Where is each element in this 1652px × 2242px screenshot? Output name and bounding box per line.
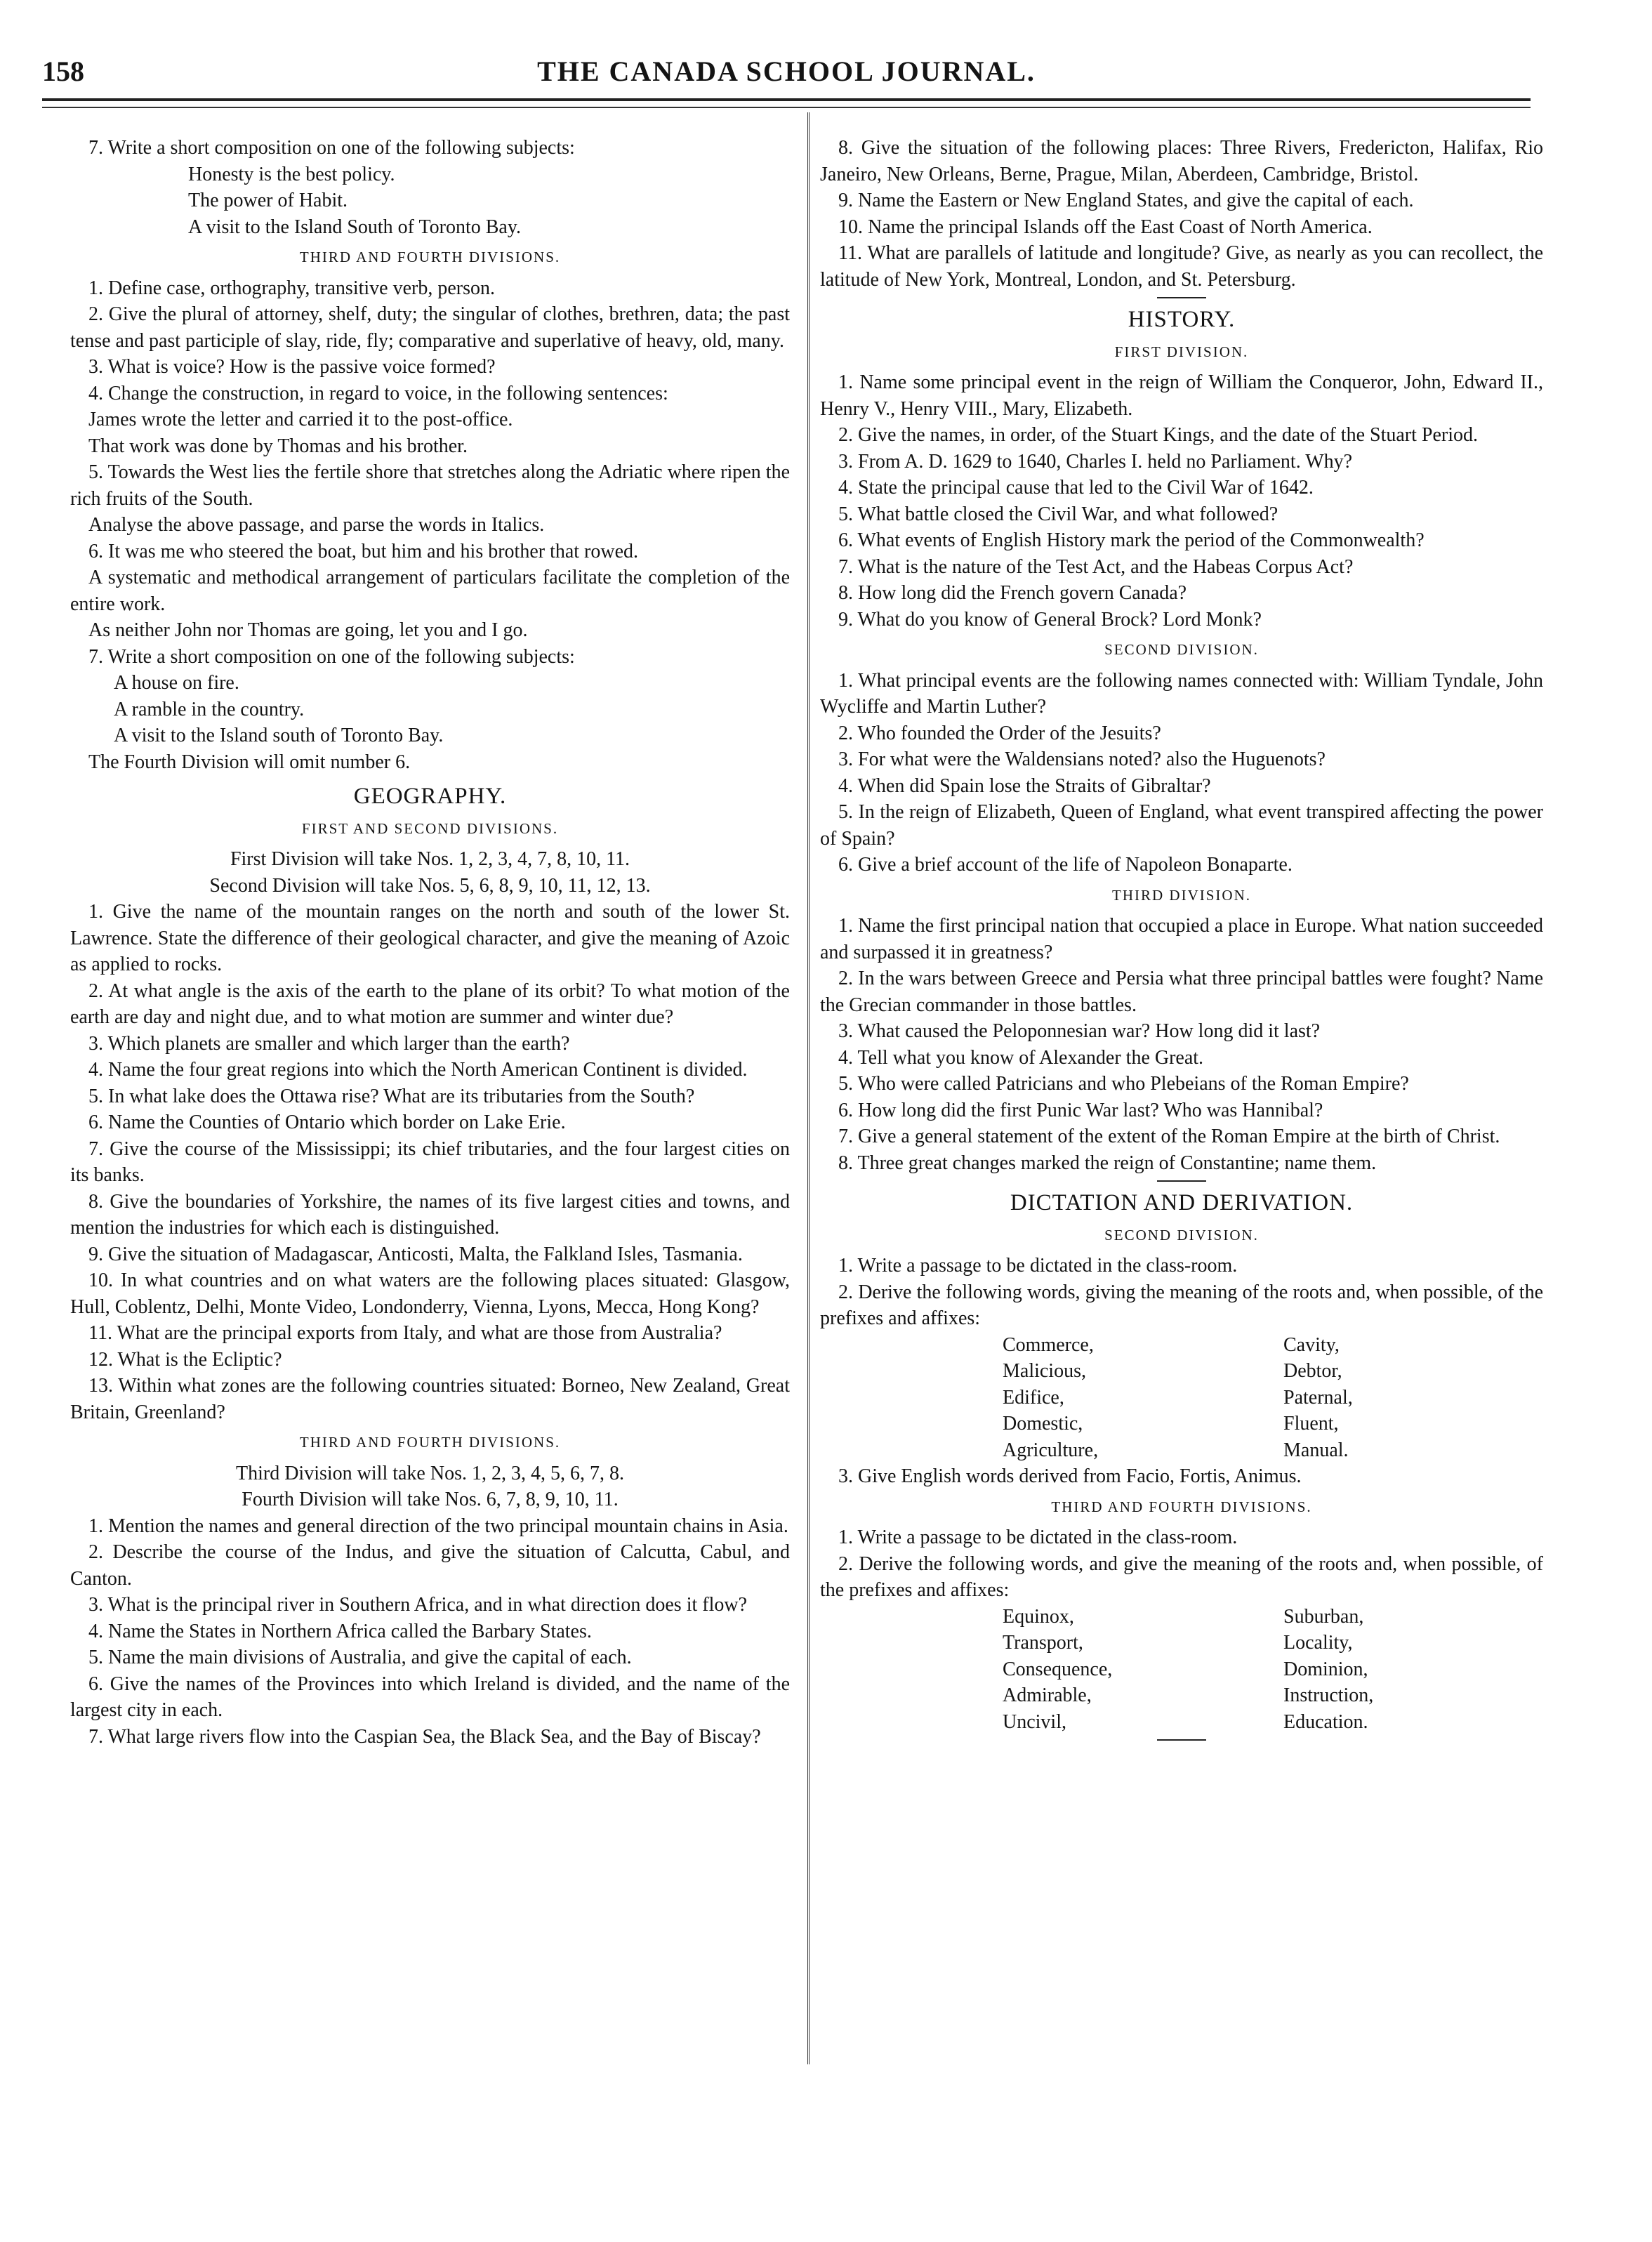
word: Consequence, [1003, 1658, 1113, 1680]
word: Edifice, [1003, 1386, 1064, 1409]
word: Domestic, [1003, 1413, 1083, 1435]
word: Admirable, [1003, 1684, 1092, 1706]
question: 1. What principal events are the following names connected with: William Tyndale, John Wycliffe and Martin Luther? [820, 669, 1543, 718]
page-number: 158 [42, 55, 84, 87]
question: 3. From A. D. 1629 to 1640, Charles I. held no Parliament. Why? [838, 450, 1353, 473]
division-heading: THIRD AND FOURTH DIVISIONS. [1051, 1498, 1312, 1515]
question: 1. Name some principal event in the reign of William the Conqueror, John, Edward II., Henry V., Henry VIII., Mary, Elizabeth. [820, 371, 1543, 420]
question: 3. What caused the Peloponnesian war? How long did it last? [838, 1020, 1321, 1042]
question: 4. Name the States in Northern Africa called the Barbary States. [88, 1620, 592, 1642]
question: 3. Give English words derived from Facio, Fortis, Animus. [838, 1465, 1302, 1487]
word: Manual. [1283, 1439, 1349, 1461]
subject-item: Honesty is the best policy. [188, 163, 395, 185]
question: 4. Name the four great regions into which the North American Continent is divided. [88, 1059, 748, 1081]
word: Suburban, [1283, 1605, 1364, 1628]
division-note: First Division will take Nos. 1, 2, 3, 4, 7, 8, 10, 11. [230, 848, 630, 870]
question: 5. What battle closed the Civil War, and what followed? [838, 503, 1278, 525]
question: 5. In what lake does the Ottawa rise? What are its tributaries from the South? [88, 1085, 695, 1107]
question: 2. Give the names, in order, of the Stuart Kings, and the date of the Stuart Period. [838, 424, 1478, 446]
question: 1. Give the name of the mountain ranges on the north and south of the lower St. Lawrence. State the difference of their geological character, and give the meaning of Azoic as applied to rocks. [70, 901, 790, 975]
sentence: That work was done by Thomas and his brother. [88, 435, 468, 457]
question: 4. State the principal cause that led to the Civil War of 1642. [838, 477, 1314, 499]
division-heading: SECOND DIVISION. [1104, 641, 1259, 658]
division-heading: FIRST AND SECOND DIVISIONS. [301, 819, 559, 837]
division-note: Fourth Division will take Nos. 6, 7, 8, 9, 10, 11. [242, 1489, 619, 1510]
subject-item: A visit to the Island South of Toronto Bay. [188, 216, 522, 238]
section-heading-dictation: DICTATION AND DERIVATION. [1010, 1190, 1354, 1215]
division-note: Third Division will take Nos. 1, 2, 3, 4, 5, 6, 7, 8. [236, 1462, 624, 1484]
division-heading: THIRD DIVISION. [1112, 886, 1251, 904]
division-heading: SECOND DIVISION. [1104, 1226, 1259, 1244]
question: 9. Give the situation of Madagascar, Anticosti, Malta, the Falkland Isles, Tasmania. [88, 1243, 743, 1265]
question: 2. Describe the course of the Indus, and give the situation of Calcutta, Cabul, and Canton. [70, 1541, 790, 1590]
question: 2. At what angle is the axis of the earth to the plane of its orbit? To what motion of the earth are day and night due, and to what motion are summer and winter due? [70, 980, 790, 1028]
section-rule [1157, 1739, 1206, 1741]
question: 2. Derive the following words, and give the meaning of the roots and, when possible, of the prefixes and affixes: [820, 1552, 1543, 1601]
question: 7. Give a general statement of the extent of the Roman Empire at the birth of Christ. [838, 1126, 1500, 1147]
question: 6. Give a brief account of the life of Napoleon Bonaparte. [838, 854, 1293, 876]
word-list [1003, 1604, 1543, 1736]
question: 13. Within what zones are the following countries situated: Borneo, New Zealand, Great Britain, Greenland? [70, 1375, 790, 1423]
section-rule [1157, 297, 1206, 298]
sentence: James wrote the letter and carried it to the post-office. [88, 409, 513, 430]
question: 2. Derive the following words, giving the meaning of the roots and, when possible, of the prefixes and affixes: [820, 1281, 1543, 1329]
word: Dominion, [1283, 1658, 1368, 1680]
question: 9. What do you know of General Brock? Lord Monk? [838, 608, 1262, 631]
question: 3. What is voice? How is the passive voice formed? [88, 356, 496, 378]
question: 7. Give the course of the Mississippi; its chief tributaries, and the four largest cities on its banks. [70, 1138, 790, 1186]
word: Uncivil, [1003, 1710, 1066, 1733]
division-heading: FIRST DIVISION. [1114, 343, 1249, 360]
word: Transport, [1003, 1632, 1083, 1654]
section-heading-history: HISTORY. [1128, 307, 1236, 332]
question: 4. Tell what you know of Alexander the Great. [838, 1046, 1204, 1069]
word-list [1003, 1332, 1543, 1464]
question: 12. What is the Ecliptic? [88, 1348, 282, 1371]
question: 10. In what countries and on what waters are the following places situated: Glasgow, Hull, Coblentz, Delhi, Monte Video, Londonderry, Vienna, Lyons, Mecca, Hong Kong? [70, 1270, 790, 1318]
word: Education. [1283, 1710, 1368, 1733]
right-column [820, 135, 1543, 1745]
word: Commerce, [1003, 1333, 1094, 1356]
word: Paternal, [1283, 1386, 1353, 1409]
question: 1. Name the first principal nation that occupied a place in Europe. What nation succeeded and surpassed it in greatness? [820, 915, 1543, 963]
word: Locality, [1283, 1632, 1353, 1654]
word: Fluent, [1283, 1413, 1339, 1435]
subject-item: The power of Habit. [188, 190, 348, 211]
question: 1. Write a passage to be dictated in the class-room. [838, 1526, 1238, 1548]
division-note: Second Division will take Nos. 5, 6, 8, 9, 10, 11, 12, 13. [209, 874, 651, 897]
division-heading: THIRD AND FOURTH DIVISIONS. [299, 1434, 561, 1451]
subject-item: A house on fire. [114, 672, 239, 694]
question: 5. Towards the West lies the fertile shore that stretches along the Adriatic where ripen the rich fruits of the South. [70, 461, 790, 510]
section-rule [1157, 1180, 1206, 1182]
page-header [42, 55, 1531, 90]
question: 2. Who founded the Order of the Jesuits? [838, 722, 1161, 744]
question: Analyse the above passage, and parse the words in Italics. [88, 514, 545, 536]
question: 7. Write a short composition on one of the following subjects: [88, 137, 575, 159]
word: Malicious, [1003, 1360, 1086, 1382]
question: 3. For what were the Waldensians noted? also the Huguenots? [838, 749, 1326, 770]
question: 11. What are parallels of latitude and longitude? Give, as nearly as you can recollect, the latitude of New York, Montreal, London, and St. Petersburg. [820, 242, 1543, 291]
question: 4. Change the construction, in regard to voice, in the following sentences: [88, 382, 668, 404]
question: 1. Write a passage to be dictated in the class-room. [838, 1255, 1238, 1277]
column-divider [807, 112, 810, 2064]
question: 4. When did Spain lose the Straits of Gibraltar? [838, 774, 1211, 797]
question: A systematic and methodical arrangement of particulars facilitate the completion of the entire work. [70, 567, 790, 615]
word: Debtor, [1283, 1360, 1342, 1382]
subject-item: A visit to the Island south of Toronto Bay. [114, 725, 444, 746]
question: 1. Define case, orthography, transitive verb, person. [88, 277, 495, 299]
question: 2. Give the plural of attorney, shelf, duty; the singular of clothes, brethren, data; the past tense and past participle of slay, ride, fly; comparative and superlative of heavy, old, many. [70, 303, 790, 352]
question: 1. Mention the names and general direction of the two principal mountain chains in Asia. [88, 1515, 788, 1537]
journal-title: THE CANADA SCHOOL JOURNAL. [537, 55, 1036, 87]
question: 11. What are the principal exports from Italy, and what are those from Australia? [88, 1322, 722, 1344]
question: 7. What is the nature of the Test Act, and the Habeas Corpus Act? [838, 555, 1354, 578]
header-rule [42, 98, 1531, 101]
question: 3. Which planets are smaller and which larger than the earth? [88, 1032, 570, 1055]
question: 9. Name the Eastern or New England States, and give the capital of each. [838, 190, 1414, 211]
subject-item: A ramble in the country. [114, 698, 305, 720]
question: 8. Three great changes marked the reign of Constantine; name them. [838, 1152, 1377, 1174]
question: 8. Give the situation of the following places: Three Rivers, Fredericton, Halifax, Rio Janeiro, New Orleans, Berne, Prague, Milan, Aberdeen, Cambridge, Bristol. [820, 137, 1543, 185]
question: 7. What large rivers flow into the Caspian Sea, the Black Sea, and the Bay of Biscay? [88, 1725, 761, 1748]
question: 5. Who were called Patricians and who Plebeians of the Roman Empire? [838, 1073, 1409, 1095]
question: 5. Name the main divisions of Australia, and give the capital of each. [88, 1647, 632, 1668]
question: 5. In the reign of Elizabeth, Queen of England, what event transpired affecting the power of Spain? [820, 801, 1543, 850]
question: 2. In the wars between Greece and Persia what three principal battles were fought? Name the Grecian commander in those battles. [820, 968, 1543, 1016]
question: 3. What is the principal river in Southern Africa, and in what direction does it flow? [88, 1594, 748, 1616]
note: The Fourth Division will omit number 6. [88, 751, 411, 773]
question: 8. How long did the French govern Canada? [838, 582, 1187, 604]
word: Cavity, [1283, 1333, 1340, 1356]
question: 6. How long did the first Punic War last? Who was Hannibal? [838, 1099, 1323, 1121]
word: Agriculture, [1003, 1439, 1099, 1461]
question: 10. Name the principal Islands off the East Coast of North America. [838, 216, 1373, 238]
question: 6. Give the names of the Provinces into which Ireland is divided, and the name of the largest city in each. [70, 1673, 790, 1721]
word: Equinox, [1003, 1605, 1074, 1628]
header-rule-thin [42, 107, 1531, 108]
left-column [70, 135, 790, 1750]
question: 8. Give the boundaries of Yorkshire, the names of its five largest cities and towns, and mention the industries for which each is distinguished. [70, 1190, 790, 1239]
question: 7. Write a short composition on one of the following subjects: [88, 645, 575, 668]
question: 6. It was me who steered the boat, but him and his brother that rowed. [88, 540, 639, 562]
word: Instruction, [1283, 1684, 1374, 1706]
question: 6. Name the Counties of Ontario which border on Lake Erie. [88, 1112, 566, 1133]
division-heading: THIRD AND FOURTH DIVISIONS. [299, 249, 561, 265]
question: As neither John nor Thomas are going, let you and I go. [88, 619, 528, 641]
question: 6. What events of English History mark the period of the Commonwealth? [838, 529, 1425, 551]
section-heading-geography: GEOGRAPHY. [353, 784, 507, 809]
